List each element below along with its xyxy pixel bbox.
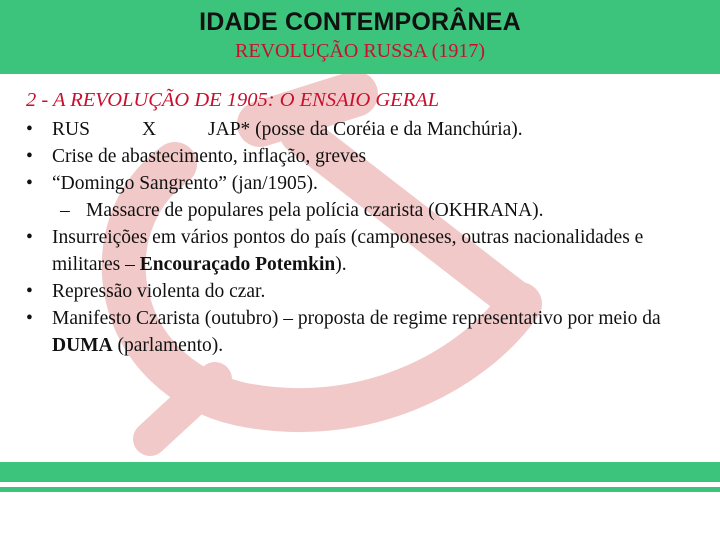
list-item [26, 305, 706, 359]
list-item [26, 278, 706, 305]
bullet-icon: • [26, 146, 33, 167]
item-text: Repressão violenta do czar. [52, 281, 266, 302]
list-item [26, 170, 706, 197]
footer-band [0, 462, 720, 482]
footer-divider [0, 487, 720, 492]
item-text-jap: JAP* (posse da Coréia e da Manchúria). [208, 119, 523, 140]
title-banner [0, 0, 720, 74]
bullet-icon: • [26, 173, 33, 194]
item-text: Crise de abastecimento, inflação, greves [52, 146, 367, 167]
sub-item-text: Massacre de populares pela polícia czarista (OKHRANA). [86, 200, 544, 221]
page-subtitle: REVOLUÇÃO RUSSA (1917) [234, 40, 486, 62]
slide-content [26, 86, 706, 359]
bullet-icon: • [26, 308, 33, 329]
list-item [26, 143, 706, 170]
bullet-icon: • [26, 119, 33, 140]
list-item [26, 116, 706, 143]
item-bold-text: DUMA [52, 335, 113, 356]
item-text-x: X [141, 119, 157, 140]
item-text: “Domingo Sangrento” (jan/1905). [52, 173, 318, 194]
bullet-icon: • [26, 281, 33, 302]
bullet-icon: • [26, 227, 33, 248]
dash-icon: – [60, 200, 70, 221]
page-title: IDADE CONTEMPORÂNEA [199, 8, 521, 36]
item-text: Insurreições em vários pontos do país (camponeses, outras nacionalidades e militares – [52, 227, 644, 275]
list-item [26, 224, 706, 278]
item-text-rus: RUS [52, 119, 90, 140]
section-heading: 2 - A REVOLUÇÃO DE 1905: O ENSAIO GERAL [26, 89, 440, 111]
item-text-end: ). [335, 254, 347, 275]
sub-list-item [26, 197, 706, 224]
item-text: Manifesto Czarista (outubro) – proposta de regime representativo por meio da [52, 308, 661, 329]
bullet-list [26, 116, 706, 359]
item-text-end: (parlamento). [112, 335, 224, 356]
item-bold-text: Encouraçado Potemkin [139, 254, 336, 275]
